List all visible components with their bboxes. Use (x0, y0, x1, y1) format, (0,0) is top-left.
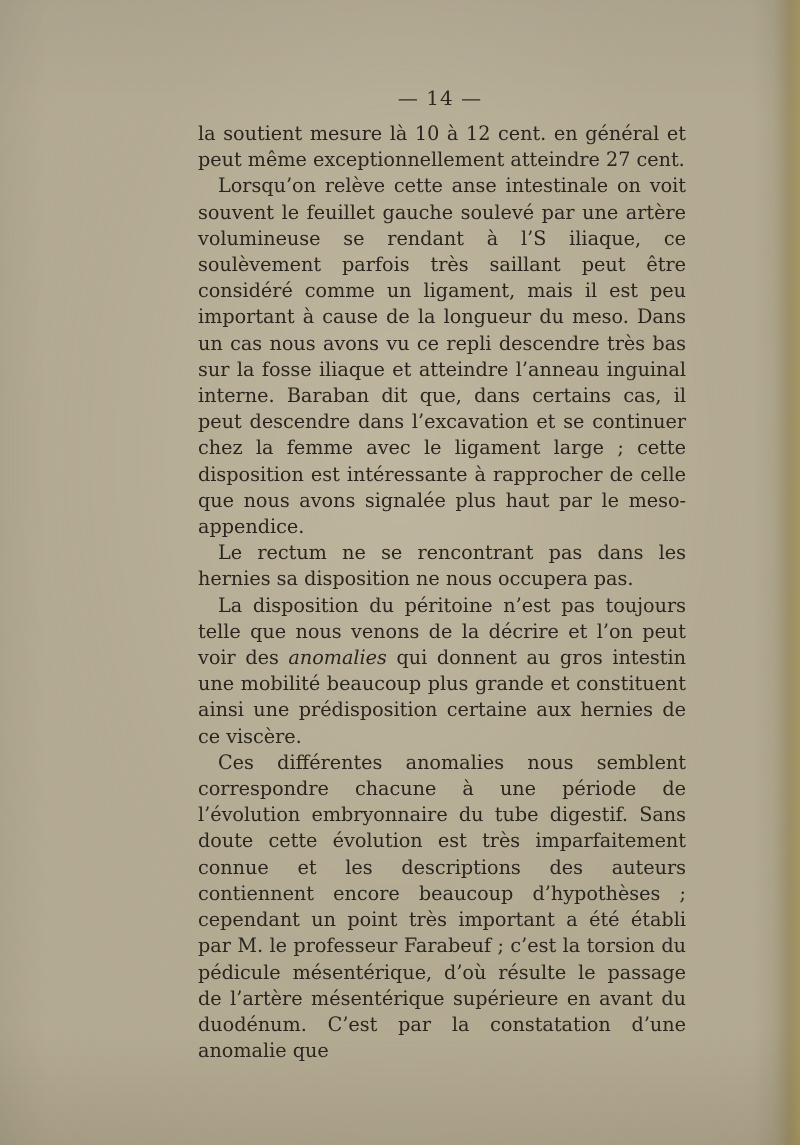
page-edge-shadow (774, 0, 800, 1145)
italic-term: anomalies (288, 646, 387, 670)
paragraph-text: La disposition du péritoine n’est pas toujours telle que nous venons de la décrire et l’on peut voir des (198, 593, 686, 670)
page-number: — 14 — (397, 86, 483, 110)
body-text (198, 121, 686, 1064)
paragraph: Le rectum ne se rencontrant pas dans les hernies sa disposition ne nous occupera pas. (198, 541, 686, 591)
paragraph: la soutient mesure là 10 à 12 cent. en général et peut même exceptionnellement atteindre 27 cent. (198, 122, 686, 172)
paragraph: Lorsqu’on relève cette anse intestinale on voit souvent le feuillet gauche soulevé par une artère volumineuse se rendant à l’S iliaque, ce soulèvement parfois très saillant peut être considéré comme un ligament, mais il est peu important à cause de la longueur du meso. Dans un cas nous avons vu ce repli descendre très bas sur la fosse iliaque et atteindre l’anneau inguinal interne. Baraban dit que, dans certains cas, il peut descendre dans l’excavation et se continuer chez la femme avec le ligament large ; cette disposition est intéressante à rapprocher de celle que nous avons signalée plus haut par le meso-appendice. (198, 174, 686, 539)
paragraph-text: qui donnent au gros intestin une mobilité beaucoup plus grande et constituent ainsi une prédisposition certaine aux hernies de ce viscère. (198, 646, 686, 748)
paragraph (198, 593, 686, 750)
paragraph: Ces différentes anomalies nous semblent correspondre chacune à une période de l’évolution embryonnaire du tube digestif. Sans doute cette évolution est très imparfaitement connue et les descriptions des auteurs contiennent encore beaucoup d’hypothèses ; cependant un point très important a été établi par M. le professeur Farabeuf ; c’est la torsion du pédicule mésentérique, d’où résulte le passage de l’artère mésentérique supérieure en avant du duodénum. C’est par la constatation d’une anomalie que (198, 750, 686, 1063)
